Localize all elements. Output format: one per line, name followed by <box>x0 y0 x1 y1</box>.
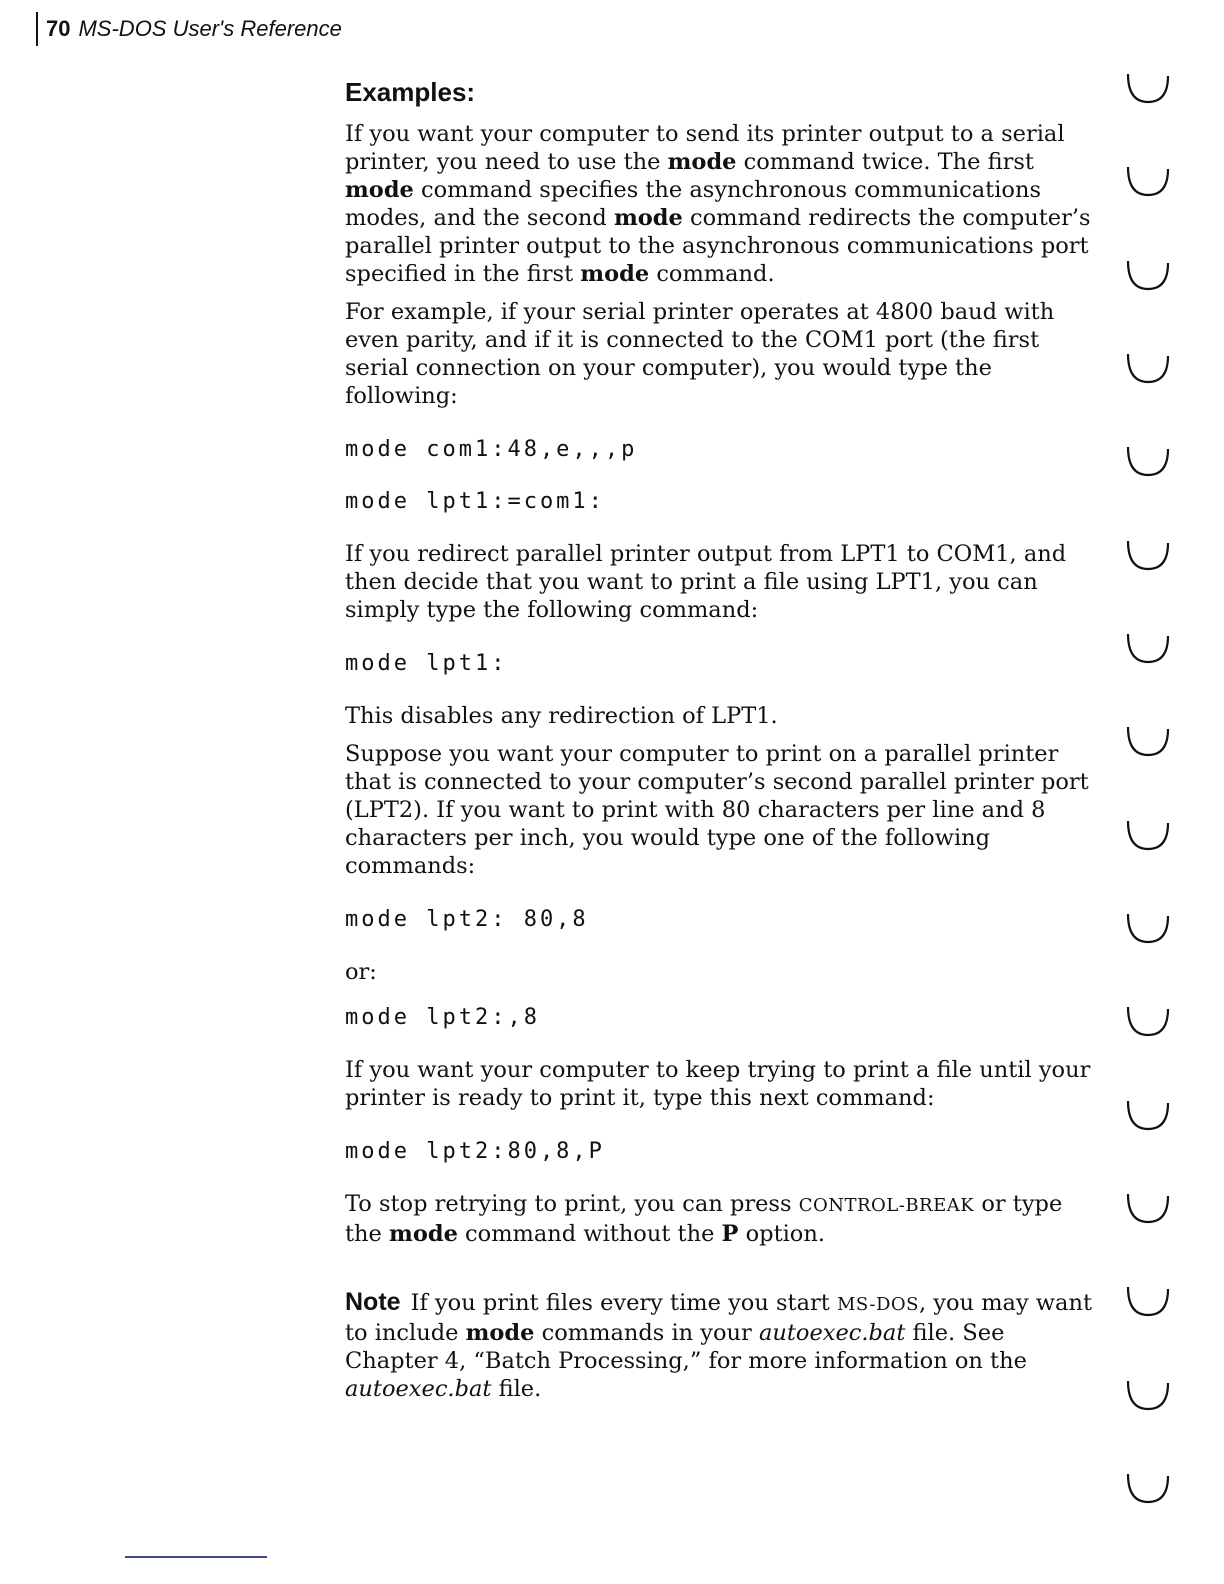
text: or type the <box>345 1191 1063 1247</box>
text: , you may want to include <box>345 1290 1093 1346</box>
binder-hole-icon <box>1122 910 1182 950</box>
code-mode-lpt1-redirect: mode lpt1:=com1: <box>345 489 605 514</box>
footer-rule <box>125 1556 267 1558</box>
binder-hole-icon <box>1122 1003 1182 1043</box>
binder-hole-icon <box>1122 817 1182 857</box>
text: command twice. The first <box>736 149 1034 175</box>
mode-keyword: mode <box>613 205 683 231</box>
binder-hole-icon <box>1122 163 1182 203</box>
text: To stop retrying to print, you can press <box>345 1191 799 1217</box>
autoexec-filename: autoexec.bat <box>758 1320 906 1346</box>
text: file. <box>491 1376 542 1402</box>
autoexec-filename: autoexec.bat <box>345 1376 492 1402</box>
binder-hole-icon <box>1122 630 1182 670</box>
paragraph-parallel-printer: Suppose you want your computer to print on a parallel printer that is connected to your computer’s second parallel printer port (LPT2). If you want to print with 80 characters per line and 8 characters per inch, you would type one of the following commands: <box>345 741 1089 879</box>
text: command specifies the asynchronous communications modes, and the second <box>345 177 1042 231</box>
mode-keyword: mode <box>465 1320 535 1346</box>
paragraph-stop-retrying <box>345 1190 1095 1248</box>
or-text: or: <box>345 959 377 985</box>
page-number: 70 <box>46 16 71 41</box>
text: commands in your <box>534 1320 759 1346</box>
control-break-key: CONTROL-BREAK <box>798 1195 975 1216</box>
code-mode-lpt2-80-8: mode lpt2: 80,8 <box>345 907 589 932</box>
text: If you print files every time you start <box>410 1290 837 1316</box>
note-paragraph <box>345 1288 1095 1403</box>
msdos-text: MS-DOS <box>836 1294 919 1315</box>
section-heading: Examples: <box>345 77 476 107</box>
code-mode-lpt2-8: mode lpt2:,8 <box>345 1005 540 1030</box>
paragraph-mode-twice <box>345 120 1095 288</box>
binder-hole-icon <box>1122 1190 1182 1230</box>
binder-hole-icon <box>1122 1470 1182 1510</box>
paragraph-keep-trying: If you want your computer to keep trying to print a file until your printer is ready to print it, type this next command: <box>345 1057 1091 1111</box>
text: If you want your computer to send its printer output to a serial printer, you need to use the <box>345 121 1065 175</box>
mode-keyword: mode <box>345 177 414 203</box>
running-header <box>36 12 342 46</box>
binder-hole-icon <box>1122 723 1182 763</box>
book-title: MS-DOS User's Reference <box>78 16 342 41</box>
binder-hole-icon <box>1122 537 1182 577</box>
binder-hole-icon <box>1122 1377 1182 1417</box>
mode-keyword: mode <box>667 149 737 175</box>
binder-hole-icon <box>1122 350 1182 390</box>
code-mode-lpt2-retry: mode lpt2:80,8,P <box>345 1139 605 1164</box>
binder-holes <box>1122 70 1182 1510</box>
binder-hole-icon <box>1122 1097 1182 1137</box>
paragraph-disables-redirection: This disables any redirection of LPT1. <box>345 703 778 729</box>
text: file. See Chapter 4, “Batch Processing,” for more information on the <box>345 1320 1027 1374</box>
paragraph-redirect-lpt1: If you redirect parallel printer output from LPT1 to COM1, and then decide that you want to print a file using LPT1, you can simply type the following command: <box>345 541 1067 623</box>
code-mode-com1: mode com1:48,e,,,p <box>345 437 638 462</box>
binder-hole-icon <box>1122 257 1182 297</box>
text: command redirects the computer’s parallel printer output to the asynchronous communications port specified in the first <box>345 205 1091 287</box>
binder-hole-icon <box>1122 70 1182 110</box>
text: command without the <box>457 1221 722 1247</box>
code-mode-lpt1: mode lpt1: <box>345 651 508 676</box>
paragraph-serial-example: For example, if your serial printer operates at 4800 baud with even parity, and if it is connected to the COM1 port (the first serial connection on your computer), you would type the following: <box>345 299 1055 409</box>
p-option: P <box>721 1221 739 1247</box>
mode-keyword: mode <box>389 1221 458 1247</box>
mode-keyword: mode <box>580 261 650 287</box>
page-body <box>345 76 1095 1413</box>
text: command. <box>649 261 775 287</box>
binder-hole-icon <box>1122 1283 1182 1323</box>
note-label: Note <box>345 1288 401 1316</box>
binder-hole-icon <box>1122 443 1182 483</box>
text: option. <box>738 1221 825 1247</box>
